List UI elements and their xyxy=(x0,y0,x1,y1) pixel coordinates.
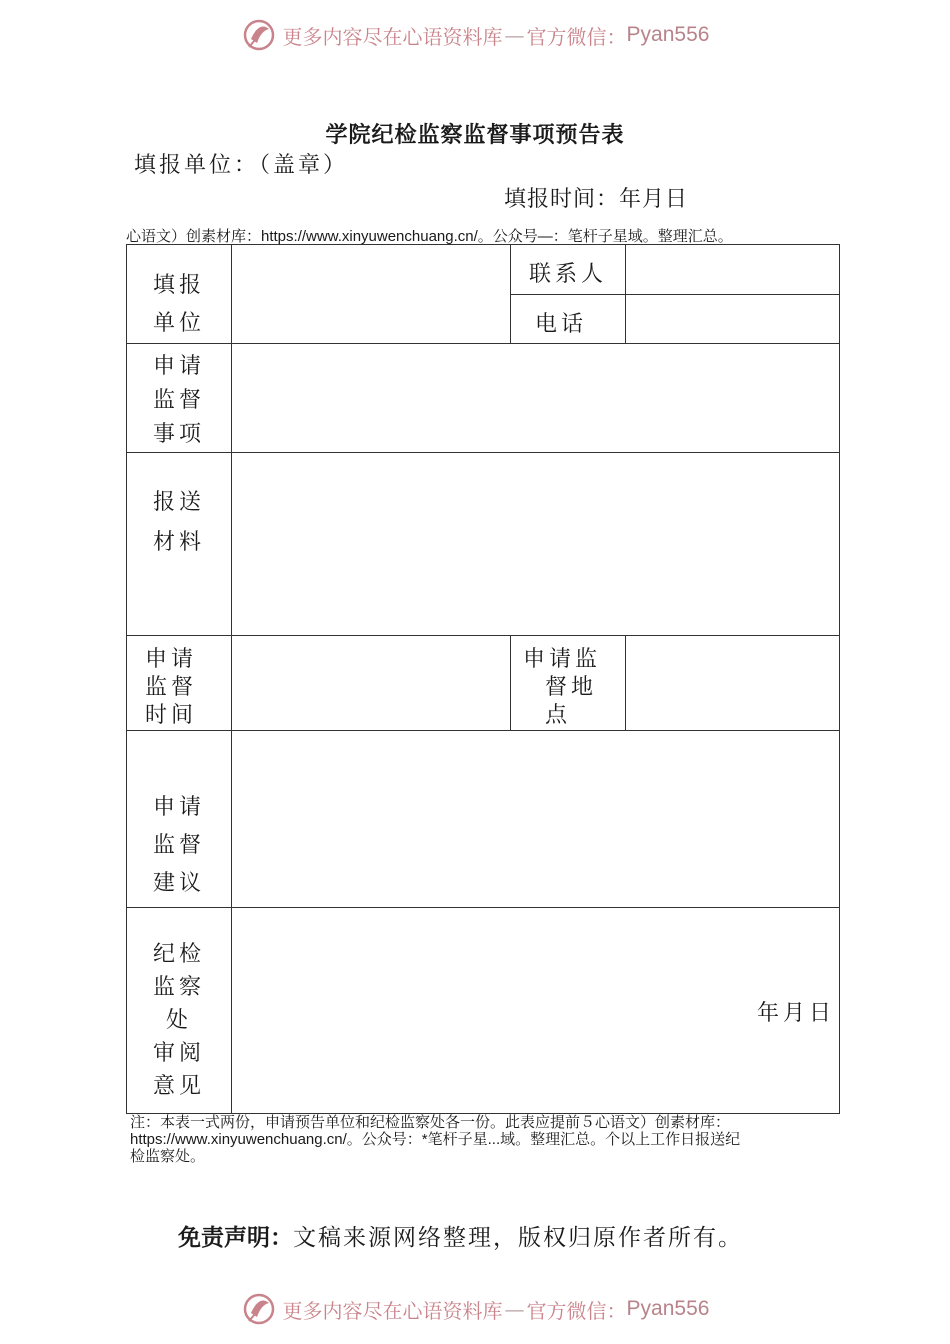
contact-label-cell xyxy=(511,245,626,295)
watermark-text: 更多内容尽在心语资料库 xyxy=(282,1298,503,1323)
location-value-cell[interactable] xyxy=(626,636,840,731)
fill-date: 填报时间：年月日 xyxy=(504,187,689,212)
time-value-cell[interactable] xyxy=(232,636,511,731)
watermark-account: Pyan556 xyxy=(626,1297,710,1320)
matter-label-cell xyxy=(127,344,232,453)
logo-icon xyxy=(241,17,277,53)
review-label-line: 纪检 xyxy=(152,942,205,967)
time-label-line: 监督 xyxy=(145,675,198,700)
disclaimer-text: 文稿来源网络整理，版权归原作者所有。 xyxy=(293,1225,743,1251)
unit-label-line: 填报 xyxy=(152,273,205,298)
matter-label-line: 申请 xyxy=(152,354,205,379)
review-label-line: 审阅 xyxy=(152,1041,205,1066)
disclaimer-label: 免责声明： xyxy=(178,1225,293,1251)
review-date: 年月日 xyxy=(756,1001,835,1026)
watermark-bottom xyxy=(0,1289,950,1329)
materials-label-line: 材料 xyxy=(152,530,205,555)
location-label-line: 申请监 xyxy=(523,647,602,672)
overlay-line: 心语文）创素材库：https://www.xinyuwenchuang.cn/。公众号—：笔杆子星域。整理汇总。 xyxy=(126,228,733,245)
location-label-cell xyxy=(511,636,626,731)
watermark-separator: — xyxy=(504,23,525,47)
suggestion-label-line: 申请 xyxy=(152,795,205,820)
footnote-line: 注：本表一式两份，申请预告单位和纪检监察处各一份。此表应提前５心语文）创素材库： xyxy=(130,1114,731,1131)
suggestion-label-line: 建议 xyxy=(152,871,205,896)
phone-value-cell[interactable] xyxy=(626,295,840,344)
suggestion-label-cell xyxy=(127,731,232,908)
review-label-cell xyxy=(127,908,232,1114)
watermark-label: 官方微信： xyxy=(526,24,627,49)
document-title: 学院纪检监察监督事项预告表 xyxy=(325,122,625,148)
review-label-line: 处 xyxy=(165,1008,192,1033)
watermark-top xyxy=(0,15,950,55)
materials-value-cell[interactable] xyxy=(232,453,840,636)
footnote xyxy=(130,1114,830,1165)
watermark-account: Pyan556 xyxy=(626,23,710,46)
logo-icon xyxy=(241,1291,277,1327)
time-label-line: 申请 xyxy=(145,647,198,672)
unit-label-line: 单位 xyxy=(152,311,205,336)
contact-label: 联系人 xyxy=(528,262,607,287)
materials-label-cell xyxy=(127,453,232,636)
review-label-line: 意见 xyxy=(152,1074,205,1099)
phone-label-cell xyxy=(511,295,626,344)
contact-value-cell[interactable] xyxy=(626,245,840,295)
location-label-line: 督地 xyxy=(545,675,598,700)
suggestion-value-cell[interactable] xyxy=(232,731,840,908)
phone-label: 电话 xyxy=(535,312,588,337)
supervision-form-table xyxy=(126,244,840,1114)
unit-label-cell xyxy=(127,245,232,344)
review-value-cell[interactable] xyxy=(232,908,840,1114)
matter-label-line: 监督 xyxy=(152,388,205,413)
unit-value-cell[interactable] xyxy=(232,245,511,344)
time-label-line: 时间 xyxy=(145,703,198,728)
disclaimer xyxy=(178,1219,743,1252)
review-label-line: 监察 xyxy=(152,975,205,1000)
watermark-text: 更多内容尽在心语资料库 xyxy=(282,24,503,49)
matter-label-line: 事项 xyxy=(152,422,205,447)
footnote-line: https://www.xinyuwenchuang.cn/。公众号：*笔杆子星...域。整理汇总。个以上工作日报送纪 xyxy=(130,1131,741,1148)
watermark-label: 官方微信： xyxy=(526,1298,627,1323)
footnote-line: 检监察处。 xyxy=(130,1148,206,1165)
location-label-line: 点 xyxy=(545,703,572,728)
suggestion-label-line: 监督 xyxy=(152,833,205,858)
watermark-separator: — xyxy=(504,1297,525,1321)
matter-value-cell[interactable] xyxy=(232,344,840,453)
time-label-cell xyxy=(127,636,232,731)
materials-label-line: 报送 xyxy=(152,490,205,515)
fill-unit: 填报单位：（盖章） xyxy=(134,153,349,178)
